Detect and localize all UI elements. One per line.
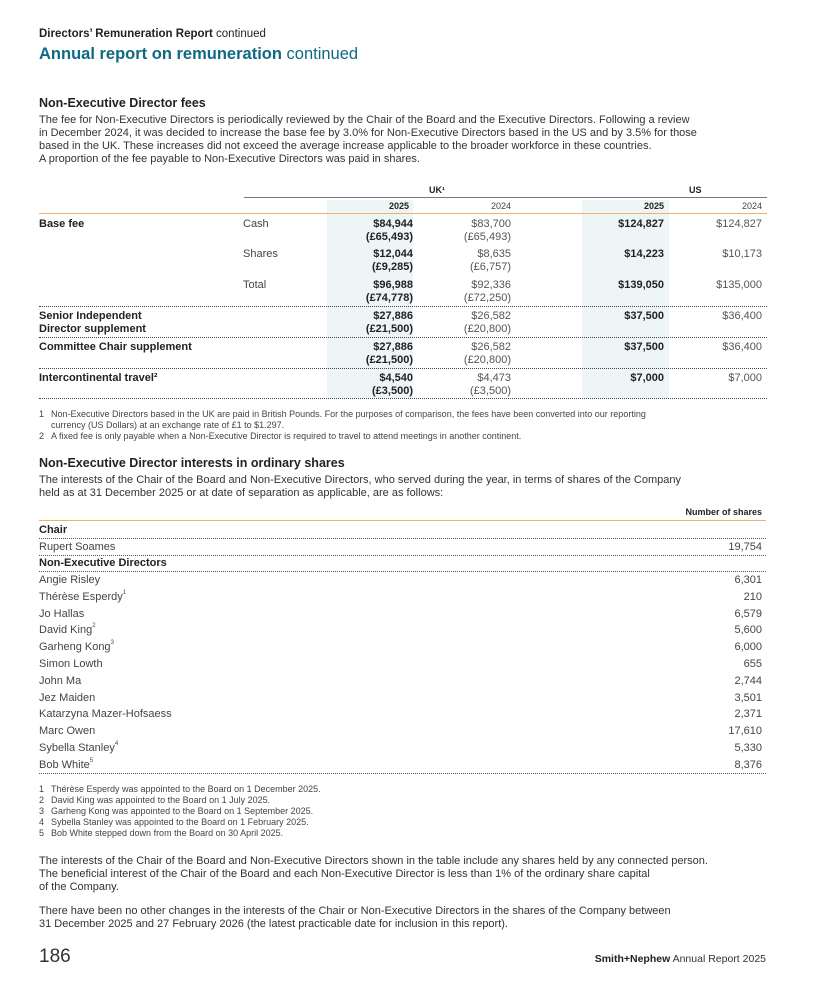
footer-brand [595, 953, 766, 965]
fees-intro-line: The fee for Non-Executive Directors is periodically reviewed by the Chair of the Board and the Executive Directors. Following a review [39, 114, 690, 126]
row-divider [39, 368, 767, 369]
chair-section-label: Chair [39, 524, 68, 536]
row-divider [39, 306, 767, 307]
row-sub-label: Total [243, 279, 267, 291]
year-us-2024: 2024 [741, 201, 762, 211]
footnote-number: 4 [39, 817, 45, 827]
page-title-text: Annual report on remuneration [39, 45, 282, 63]
footnote-ref: 5 [89, 757, 94, 764]
row-sub-label: Cash [243, 218, 269, 230]
table-row [39, 673, 766, 689]
row-sub-label: Shares [243, 248, 278, 260]
shares-footnotes [39, 784, 759, 839]
section-suffix: continued [216, 28, 266, 40]
director-name-text: Angie Risley [39, 574, 101, 586]
section-header [39, 28, 266, 40]
cell-us-2025: $37,500 [624, 310, 664, 322]
director-name [39, 574, 100, 586]
cell-us-2025: $14,223 [624, 248, 664, 260]
table-row [39, 656, 766, 672]
footnote-ref: 2 [92, 623, 96, 630]
cell-uk-2025: $4,540 (£3,500) [372, 372, 413, 397]
cell-us-2024: $124,827 [716, 218, 762, 230]
number-of-shares-header: Number of shares [685, 507, 762, 517]
closing-line: The interests of the Chair of the Board and Non-Executive Directors shown in the table include any shares held by any connected person. [39, 855, 708, 867]
section-name: Directors’ Remuneration Report [39, 28, 213, 40]
year-uk-2024: 2024 [490, 201, 511, 211]
footnote-text: currency (US Dollars) at an exchange rate of £1 to $1.297. [51, 420, 285, 430]
director-name [39, 692, 95, 704]
brand-name: Smith+Nephew [594, 953, 671, 965]
share-count: 17,610 [728, 725, 762, 738]
footnote-number: 1 [39, 409, 45, 419]
cell-uk-2024: $83,700 (£65,493) [463, 218, 511, 243]
year-us-2025: 2025 [643, 201, 664, 211]
share-count: 6,000 [734, 641, 762, 654]
share-count: 210 [743, 590, 762, 603]
director-name-text: Jez Maiden [39, 691, 96, 704]
share-count: 19,754 [728, 541, 762, 553]
director-name [39, 641, 114, 653]
table-row [39, 757, 766, 773]
fees-intro [39, 114, 774, 166]
footnote-text: Sybella Stanley was appointed to the Board on 1 February 2025. [51, 817, 309, 827]
shares-intro [39, 474, 774, 500]
page-title-suffix: continued [286, 45, 359, 63]
table-row [39, 639, 766, 655]
table-row [39, 740, 766, 756]
table-row [39, 589, 766, 605]
shares-intro-line: The interests of the Chair of the Board and Non-Executive Directors, who served during the year, in terms of shares of the Company [39, 474, 681, 486]
cell-uk-2025: $96,988 (£74,778) [365, 279, 413, 304]
director-name-text: Katarzyna Mazer-Hofsaess [39, 708, 172, 721]
footnote-number: 2 [39, 431, 45, 441]
director-name [39, 658, 103, 670]
director-name [39, 675, 81, 687]
footnote-ref: 1 [122, 589, 127, 596]
closing-line: 31 December 2025 and 27 February 2026 (the latest practicable date for inclusion in this report). [39, 918, 508, 930]
cell-us-2025: $139,050 [618, 279, 664, 291]
director-name-text: Rupert Soames [39, 541, 116, 553]
footnote [39, 431, 759, 442]
footnote-text: Thérèse Esperdy was appointed to the Board on 1 December 2025. [51, 784, 321, 794]
header-rule [39, 213, 767, 214]
footnote [39, 817, 759, 828]
fees-table [39, 186, 767, 400]
cell-us-2024: $36,400 [722, 310, 762, 322]
ned-section-label: Non-Executive Directors [39, 557, 167, 569]
footnote-text: Garheng Kong was appointed to the Board on 1 September 2025. [51, 806, 314, 816]
share-count: 2,744 [734, 674, 762, 687]
fees-footnotes [39, 409, 759, 442]
base-fee-label: Base fee [39, 218, 85, 230]
share-count: 3,501 [734, 691, 762, 704]
chair-section-row [39, 522, 766, 538]
row-label: Intercontinental travel² [39, 372, 158, 384]
cell-uk-2024: $4,473 (£3,500) [470, 372, 511, 397]
director-name [39, 591, 126, 603]
fees-intro-line: based in the UK. These increases did not exceed the average increase applicable to the broader workforce in these countries. [39, 140, 652, 152]
table-row [39, 690, 766, 706]
closing-line: The beneficial interest of the Chair of the Board and each Non-Executive Director is less than 1% of the ordinary share capital [39, 868, 650, 880]
cell-uk-2025: $27,886 (£21,500) [365, 310, 413, 335]
footnote-text: Bob White stepped down from the Board on 30 April 2025. [51, 828, 284, 838]
footnote [39, 795, 759, 806]
closing-line: of the Company. [39, 881, 119, 893]
year-uk-2025: 2025 [388, 201, 409, 211]
cell-uk-2024: $26,582 (£20,800) [463, 341, 511, 366]
share-count: 5,330 [734, 742, 762, 754]
footnote [39, 409, 759, 420]
footnote [39, 806, 759, 817]
footnote-text: Non-Executive Directors based in the UK are paid in British Pounds. For the purposes of comparison, the fees have been converted into our reporting [51, 409, 646, 419]
director-name [39, 725, 95, 737]
footnote [39, 784, 759, 795]
footnote-ref: 4 [114, 741, 119, 747]
cell-uk-2025: $27,886 (£21,500) [365, 341, 413, 366]
group-rule [244, 197, 767, 198]
closing-paragraph-1 [39, 855, 774, 894]
closing-paragraph-2 [39, 905, 774, 931]
cell-us-2024: $135,000 [716, 279, 762, 291]
fees-heading: Non-Executive Director fees [39, 96, 206, 110]
table-row [39, 572, 766, 588]
director-name-text: Jo Hallas [39, 607, 85, 620]
shares-intro-line: held as at 31 December 2025 or at date of separation as applicable, are as follows: [39, 487, 444, 499]
director-name-text: Sybella Stanley [39, 742, 115, 754]
header-rule [39, 520, 766, 521]
director-name-text: Thérèse Esperdy [39, 590, 123, 603]
table-row [39, 706, 766, 722]
table-row [39, 622, 766, 638]
director-name [39, 759, 93, 771]
report-name: Annual Report 2025 [672, 953, 766, 965]
fees-intro-line: A proportion of the fee payable to Non-Executive Directors was paid in shares. [39, 153, 420, 165]
row-label: Committee Chair supplement [39, 341, 192, 353]
footnote-ref: 3 [110, 640, 114, 647]
fees-intro-line: in December 2024, it was decided to increase the base fee by 3.0% for Non-Executive Directors based in the US and by 3.5% for those [39, 127, 697, 139]
cell-uk-2025: $84,944 (£65,493) [365, 218, 413, 243]
table-row [39, 723, 766, 739]
row-divider [39, 398, 767, 399]
shares-heading: Non-Executive Director interests in ordinary shares [39, 456, 345, 470]
share-count: 5,600 [734, 624, 762, 637]
row-divider [39, 337, 767, 338]
director-name-text: David King [39, 624, 93, 637]
closing-line: There have been no other changes in the interests of the Chair or Non-Executive Directors in the shares of the Company between [39, 905, 671, 917]
director-name-text: Garheng Kong [39, 641, 111, 654]
director-name-text: John Ma [39, 674, 82, 687]
cell-us-2024: $7,000 [728, 372, 762, 384]
director-name [39, 541, 115, 553]
cell-us-2025: $37,500 [624, 341, 664, 353]
group-header-us: US [689, 185, 702, 195]
row-label: Senior Independent Director supplement [39, 310, 146, 335]
table-row [39, 539, 766, 555]
footnote-number: 1 [39, 784, 45, 794]
director-name [39, 708, 172, 720]
share-count: 655 [743, 658, 762, 670]
footnote-text: A fixed fee is only payable when a Non-Executive Director is required to travel to attend meetings in another continent. [51, 431, 522, 441]
cell-uk-2024: $26,582 (£20,800) [463, 310, 511, 335]
director-name [39, 608, 84, 620]
share-count: 6,301 [734, 574, 762, 586]
director-name-text: Marc Owen [39, 725, 96, 738]
share-count: 6,579 [734, 607, 762, 620]
page-number: 186 [39, 946, 71, 967]
cell-uk-2024: $8,635 (£6,757) [470, 248, 511, 273]
cell-uk-2025: $12,044 (£9,285) [372, 248, 413, 273]
share-count: 8,376 [734, 758, 762, 771]
director-name [39, 624, 96, 636]
ned-section-row [39, 555, 766, 571]
share-count: 2,371 [734, 708, 762, 721]
footnote-number: 2 [39, 795, 45, 805]
cell-us-2025: $7,000 [630, 372, 664, 384]
footnote-number: 5 [39, 828, 45, 838]
page-title [39, 45, 358, 64]
table-row [39, 606, 766, 622]
director-name-text: Bob White [39, 758, 90, 771]
group-header-uk: UK¹ [429, 185, 445, 195]
footnote-text: David King was appointed to the Board on 1 July 2025. [51, 795, 271, 805]
cell-uk-2024: $92,336 (£72,250) [463, 279, 511, 304]
cell-us-2024: $36,400 [722, 341, 762, 353]
cell-us-2024: $10,173 [722, 248, 762, 260]
footnote-number: 3 [39, 806, 45, 816]
director-name-text: Simon Lowth [39, 658, 103, 670]
director-name [39, 742, 118, 754]
row-divider [39, 773, 766, 774]
footnote [39, 828, 759, 839]
cell-us-2025: $124,827 [618, 218, 664, 230]
